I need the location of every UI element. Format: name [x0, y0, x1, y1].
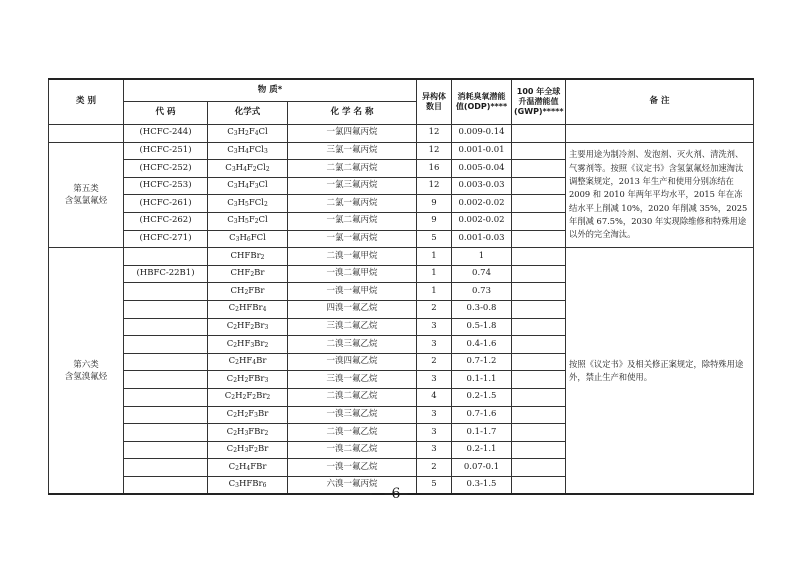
code-cell — [124, 371, 208, 389]
chemical-name-header: 化 学 名 称 — [288, 102, 417, 125]
formula-cell: $C_2HF_2Br_3$ — [208, 318, 288, 336]
gwp-cell — [512, 424, 566, 442]
gwp-cell — [512, 336, 566, 354]
formula-cell: $C_2H_2F_2Br_2$ — [208, 388, 288, 406]
odp-cell: 0.4-1.6 — [452, 336, 512, 354]
isomer-count-cell: 3 — [417, 318, 452, 336]
code-cell — [124, 353, 208, 371]
formula-cell: $C_3HFBr_6$ — [208, 476, 288, 494]
code-cell — [124, 406, 208, 424]
odp-cell: 0.73 — [452, 283, 512, 301]
formula-cell: $C_2H_3F_2Br$ — [208, 441, 288, 459]
isomer-count-cell: 2 — [417, 353, 452, 371]
gwp-cell — [512, 283, 566, 301]
gwp-cell — [512, 177, 566, 195]
formula-cell: $C_3H_4FCl_3$ — [208, 142, 288, 160]
odp-cell: 0.002-0.02 — [452, 195, 512, 213]
chemical-name-cell: 六溴一氟丙烷 — [288, 476, 417, 494]
gwp-cell — [512, 353, 566, 371]
chemical-name-cell: 一氯一氟丙烷 — [288, 230, 417, 248]
code-cell — [124, 300, 208, 318]
isomer-count-cell: 12 — [417, 125, 452, 143]
formula-cell: $C_2H_3FBr_2$ — [208, 424, 288, 442]
code-cell: (HCFC-262) — [124, 212, 208, 230]
formula-cell: $C_2H_4FBr$ — [208, 459, 288, 477]
odp-cell: 0.2-1.5 — [452, 388, 512, 406]
isomer-count-cell: 2 — [417, 300, 452, 318]
odp-cell: 0.001-0.03 — [452, 230, 512, 248]
page-number: — 6 — — [371, 486, 422, 502]
category-cell — [49, 125, 124, 143]
chemical-name-cell: 二溴二氟乙烷 — [288, 388, 417, 406]
chemical-name-cell: 一溴一氟乙烷 — [288, 459, 417, 477]
formula-cell: CHFBr$_2$ — [208, 248, 288, 266]
gwp-cell — [512, 125, 566, 143]
table-header — [49, 79, 754, 125]
gwp-cell — [512, 459, 566, 477]
substance-table — [48, 78, 754, 495]
formula-cell: $C_3H_5FCl_2$ — [208, 195, 288, 213]
group5-category-cell: 第五类 含氢氯氟烃 — [49, 142, 124, 248]
gwp-cell — [512, 248, 566, 266]
formula-cell: $C_2HF_4Br$ — [208, 353, 288, 371]
code-cell — [124, 424, 208, 442]
table-row — [49, 142, 754, 160]
code-cell: (HCFC-251) — [124, 142, 208, 160]
gwp-cell — [512, 371, 566, 389]
formula-cell: $C_3H_6FCl$ — [208, 230, 288, 248]
chemical-name-cell: 二氯一氟丙烷 — [288, 195, 417, 213]
odp-cell: 0.2-1.1 — [452, 441, 512, 459]
formula-cell: $CHF_2Br$ — [208, 265, 288, 283]
odp-cell: 0.3-0.8 — [452, 300, 512, 318]
substance-header: 物 质* — [124, 79, 417, 102]
isomer-count-cell: 3 — [417, 441, 452, 459]
gwp-header: 100 年全球升温潜能值(GWP)***** — [512, 79, 566, 125]
isomer-count-cell: 3 — [417, 424, 452, 442]
gwp-cell — [512, 388, 566, 406]
odp-cell: 1 — [452, 248, 512, 266]
formula-cell: $C_2HFBr_4$ — [208, 300, 288, 318]
chemical-name-cell: 二溴三氟乙烷 — [288, 336, 417, 354]
isomer-count-cell: 9 — [417, 195, 452, 213]
chemical-name-cell: 四溴一氟乙烷 — [288, 300, 417, 318]
formula-cell: $C_2HF_3Br_2$ — [208, 336, 288, 354]
isomer-count-cell: 5 — [417, 476, 452, 494]
odp-cell: 0.003-0.03 — [452, 177, 512, 195]
table-row — [49, 125, 754, 143]
code-cell: (HCFC-244) — [124, 125, 208, 143]
chemical-name-cell: 一溴一氟甲烷 — [288, 283, 417, 301]
code-cell: (HCFC-261) — [124, 195, 208, 213]
formula-cell: $C_2H_2F_3Br$ — [208, 406, 288, 424]
code-cell — [124, 283, 208, 301]
isomer-count-cell: 1 — [417, 283, 452, 301]
isomer-count-header: 异构体数目 — [417, 79, 452, 125]
isomer-count-cell: 3 — [417, 336, 452, 354]
formula-cell: $C_3H_5F_2Cl$ — [208, 212, 288, 230]
group6-category-cell: 第六类 含氢溴氟烃 — [49, 248, 124, 495]
isomer-count-cell: 3 — [417, 406, 452, 424]
formula-cell: $C_3H_4F_2Cl_2$ — [208, 160, 288, 178]
chemical-name-cell: 一溴三氟乙烷 — [288, 406, 417, 424]
remarks-header: 备 注 — [566, 79, 754, 125]
chemical-name-cell: 一溴四氟乙烷 — [288, 353, 417, 371]
code-cell: (HBFC-22B1) — [124, 265, 208, 283]
chemical-name-cell: 三溴一氟乙烷 — [288, 371, 417, 389]
code-header: 代 码 — [124, 102, 208, 125]
group5-remarks-cell: 主要用途为制冷剂、发泡剂、灭火剂、清洗剂、气雾剂等。按照《议定书》含氢氯氟烃加速淘汰调整案规定，2013 年生产和使用分别冻结在 2009 和 2010 年两年平均水平，2015 年在冻结水平上削减 10%，2020 年削减 35%，2025 年削减 67.5%，2030 年实现除维修和特殊用途以外的完全淘汰。 — [566, 142, 754, 248]
odp-header: 消耗臭氧潜能值(ODP)**** — [452, 79, 512, 125]
chemical-name-cell: 一溴二氟甲烷 — [288, 265, 417, 283]
gwp-cell — [512, 230, 566, 248]
isomer-count-cell: 2 — [417, 459, 452, 477]
odp-cell: 0.1-1.1 — [452, 371, 512, 389]
formula-cell: $C_3H_4F_3Cl$ — [208, 177, 288, 195]
isomer-count-cell: 16 — [417, 160, 452, 178]
isomer-count-cell: 1 — [417, 265, 452, 283]
isomer-count-cell: 12 — [417, 177, 452, 195]
code-cell — [124, 459, 208, 477]
isomer-count-cell: 9 — [417, 212, 452, 230]
code-cell: (HCFC-271) — [124, 230, 208, 248]
formula-header: 化学式 — [208, 102, 288, 125]
gwp-cell — [512, 318, 566, 336]
code-cell: (HCFC-253) — [124, 177, 208, 195]
category-header: 类 别 — [49, 79, 124, 125]
chemical-name-cell: 三氯一氟丙烷 — [288, 142, 417, 160]
odp-cell: 0.5-1.8 — [452, 318, 512, 336]
chemical-name-cell: 二溴一氟乙烷 — [288, 424, 417, 442]
code-cell — [124, 318, 208, 336]
odp-cell: 0.07-0.1 — [452, 459, 512, 477]
odp-cell: 0.005-0.04 — [452, 160, 512, 178]
table-row — [49, 248, 754, 266]
isomer-count-cell: 3 — [417, 371, 452, 389]
odp-cell: 0.002-0.02 — [452, 212, 512, 230]
isomer-count-cell: 12 — [417, 142, 452, 160]
isomer-count-cell: 4 — [417, 388, 452, 406]
odp-cell: 0.74 — [452, 265, 512, 283]
code-cell — [124, 388, 208, 406]
gwp-cell — [512, 265, 566, 283]
code-cell — [124, 336, 208, 354]
gwp-cell — [512, 142, 566, 160]
formula-cell: $CH_2FBr$ — [208, 283, 288, 301]
chemical-name-cell: 二氯二氟丙烷 — [288, 160, 417, 178]
gwp-cell — [512, 195, 566, 213]
group6-remarks-cell: 按照《议定书》及相关修正案规定，除特殊用途外，禁止生产和使用。 — [566, 248, 754, 495]
gwp-cell — [512, 160, 566, 178]
remarks-cell — [566, 125, 754, 143]
chemical-name-cell: 一氯二氟丙烷 — [288, 212, 417, 230]
gwp-cell — [512, 212, 566, 230]
chemical-name-cell: 一氯三氟丙烷 — [288, 177, 417, 195]
code-cell — [124, 248, 208, 266]
code-cell — [124, 441, 208, 459]
chemical-name-cell: 二溴一氟甲烷 — [288, 248, 417, 266]
document-page — [48, 78, 753, 495]
chemical-name-cell: 一溴二氟乙烷 — [288, 441, 417, 459]
table-body — [49, 125, 754, 495]
chemical-name-cell: 一氯四氟丙烷 — [288, 125, 417, 143]
gwp-cell — [512, 441, 566, 459]
odp-cell: 0.3-1.5 — [452, 476, 512, 494]
formula-cell: $C_3H_2F_4Cl$ — [208, 125, 288, 143]
gwp-cell — [512, 300, 566, 318]
code-cell: (HCFC-252) — [124, 160, 208, 178]
odp-cell: 0.009-0.14 — [452, 125, 512, 143]
isomer-count-cell: 5 — [417, 230, 452, 248]
chemical-name-cell: 三溴二氟乙烷 — [288, 318, 417, 336]
gwp-cell — [512, 406, 566, 424]
odp-cell: 0.1-1.7 — [452, 424, 512, 442]
isomer-count-cell: 1 — [417, 248, 452, 266]
odp-cell: 0.7-1.2 — [452, 353, 512, 371]
odp-cell: 0.001-0.01 — [452, 142, 512, 160]
formula-cell: $C_2H_2FBr_3$ — [208, 371, 288, 389]
odp-cell: 0.7-1.6 — [452, 406, 512, 424]
